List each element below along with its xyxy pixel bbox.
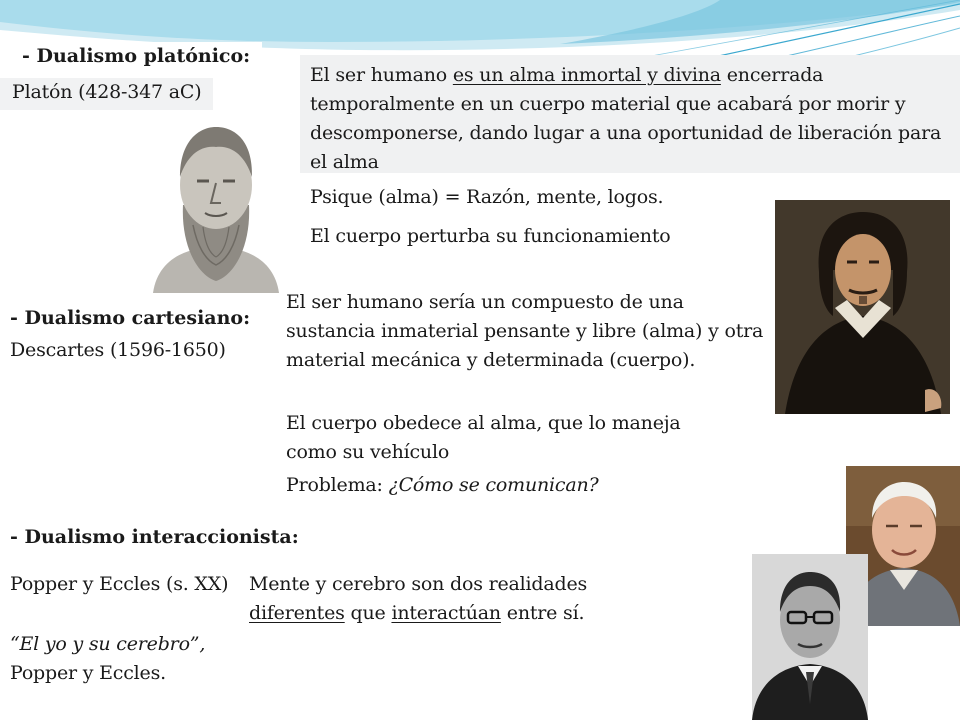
inter-desc-underlined-1: diferentes bbox=[249, 602, 345, 624]
cartesian-dualism-title bbox=[10, 304, 250, 333]
platonic-desc-suffix: encerrada temporalmente en un cuerpo material que acabará por morir y descomponerse, dando lugar a una oportunidad de liberación para el alma bbox=[310, 64, 942, 173]
interactionist-dualism-title: - Dualismo interaccionista: bbox=[10, 526, 299, 548]
cartesian-title-text: Dualismo cartesiano: bbox=[24, 307, 251, 329]
interactionist-description bbox=[249, 570, 649, 628]
book-title: “El yo y su cerebro”, bbox=[10, 633, 206, 655]
platonic-desc-prefix: El ser humano bbox=[310, 64, 453, 86]
plato-bust-image bbox=[147, 115, 285, 293]
eccles-photo-image bbox=[752, 554, 868, 720]
psyche-definition: Psique (alma) = Razón, mente, logos. bbox=[310, 186, 664, 208]
problem-label: Problema: bbox=[286, 474, 389, 496]
platonic-description bbox=[300, 55, 960, 173]
descartes-author: Descartes (1596-1650) bbox=[10, 339, 226, 361]
book-authors: Popper y Eccles. bbox=[10, 662, 166, 684]
platonic-desc-underlined: es un alma inmortal y divina bbox=[452, 64, 721, 86]
inter-desc-underlined-2: interactúan bbox=[391, 602, 501, 624]
inter-desc-1: Mente y cerebro son dos realidades bbox=[249, 573, 588, 595]
platonic-dualism-title: - Dualismo platónico: bbox=[10, 42, 262, 72]
problem-question: ¿Cómo se comunican? bbox=[388, 474, 599, 496]
plato-author: Platón (428-347 aC) bbox=[0, 78, 213, 110]
descartes-portrait-image bbox=[775, 200, 950, 414]
cartesian-description: El ser humano sería un compuesto de una sustancia inmaterial pensante y libre (alma) y otra material mecánica y determinada (cuerpo). bbox=[286, 291, 764, 371]
inter-desc-2: que bbox=[344, 602, 392, 624]
body-obeys-soul: El cuerpo obedece al alma, que lo maneja como su vehículo bbox=[286, 412, 681, 463]
inter-desc-3: entre sí. bbox=[500, 602, 585, 624]
cartesian-problem bbox=[286, 471, 746, 500]
body-disturbs-note: El cuerpo perturba su funcionamiento bbox=[310, 225, 671, 247]
cartesian-title-dash: - bbox=[10, 307, 25, 329]
popper-eccles-authors: Popper y Eccles (s. XX) bbox=[10, 573, 229, 595]
